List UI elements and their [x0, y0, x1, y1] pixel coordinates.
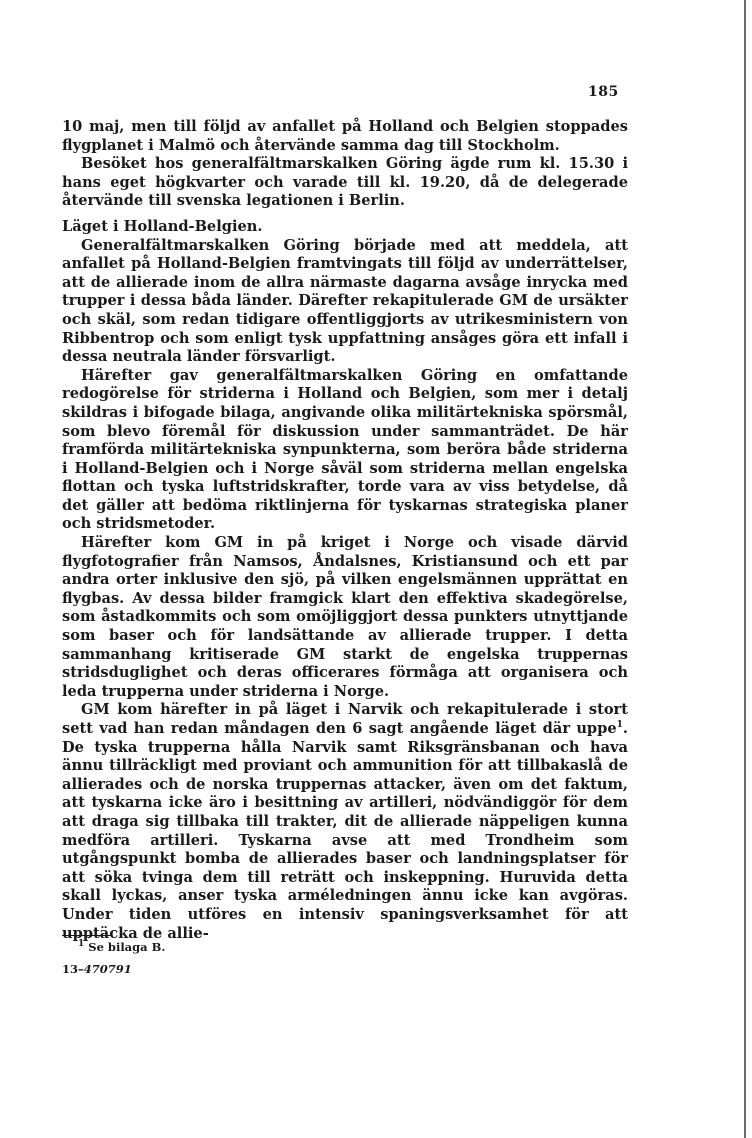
- page-number: 185: [588, 84, 619, 100]
- paragraph-2: Besöket hos generalfältmarskalken Göring ägde rum kl. 15.30 i hans eget högkvarter och varade till kl. 19.20, då de delegerade återvände till svenska legationen i Berlin.: [62, 155, 628, 210]
- footnote: [78, 940, 165, 954]
- body-text: [62, 118, 628, 943]
- page-edge-line: [744, 0, 746, 1138]
- paragraph-6-part-2: . De tyska trupperna hålla Narvik samt Riksgränsbanan och hava ännu tillräckligt med proviant och ammunition för att tillbakaslå de allierades och de norska truppernas attacker, även om det faktum, att tyskarna icke äro i besittning av artilleri, nödvändiggör för dem att draga sig tillbaka till trakter, dit de allierade näppeligen kunna medföra artilleri. Tyskarna avse att med Trondheim som utgångspunkt bomba de allierades baser och landningsplatser för att söka tvinga dem till reträtt och inskeppning. Huruvida detta skall lyckas, anser tyska arméledningen ännu icke kan avgöras. Under tiden utföres en intensiv spaningsverksamhet för att upptäcka de allie-: [62, 720, 628, 942]
- footnote-reference: 1: [616, 720, 623, 731]
- printer-signature: [62, 962, 132, 976]
- footnote-divider: [62, 935, 112, 936]
- signature-code: 470791: [83, 962, 132, 976]
- paragraph-1: 10 maj, men till följd av anfallet på Holland och Belgien stoppades flygplanet i Malmö och återvände samma dag till Stockholm.: [62, 118, 628, 154]
- paragraph-6-part-1: GM kom härefter in på läget i Narvik och rekapitulerade i stort sett vad han redan måndagen den 6 sagt angående läget där uppe: [62, 701, 628, 737]
- paragraph-3: Generalfältmarskalken Göring började med att meddela, att anfallet på Holland-Belgien framtvingats till följd av underrättelser, att de allierade inom de allra närmaste dagarna avsåge inrycka med trupper i dessa båda länder. Därefter rekapitulerade GM de ursäkter och skäl, som redan tidigare offentliggjorts av utrikesministern von Ribbentrop och som enligt tysk uppfattning ansåges göra ett infall i dessa neutrala länder försvarligt.: [62, 236, 628, 366]
- paragraph-5: Härefter kom GM in på kriget i Norge och visade därvid flygfotografier från Namsos, Åndalsnes, Kristiansund och ett par andra orter inklusive den sjö, på vilken engelsmännen upprättat en flygbas. Av dessa bilder framgick klart den effektiva skadegörelse, som åstadkommits och som omöjliggjort dessa punkters utnyttjande som baser och för landsättande av allierade trupper. I detta sammanhang kritiserade GM starkt de engelska truppernas stridsduglighet och deras officerares förmåga att organisera och leda trupperna under striderna i Norge.: [62, 534, 628, 700]
- paragraph-4: Härefter gav generalfältmarskalken Göring en omfattande redogörelse för striderna i Holland och Belgien, som mer i detalj skildras i bifogade bilaga, angivande olika militärtekniska spörsmål, som blevo föremål för diskussion under sammanträdet. De här framförda militärtekniska synpunkterna, som beröra både striderna i Holland-Belgien och i Norge såväl som striderna mellan engelska flottan och tyska luftstridskrafter, torde vara av viss betydelse, då det gäller att bedöma riktlinjerna för tyskarnas strategiska planer och stridsmetoder.: [62, 366, 628, 533]
- footnote-text: Se bilaga B.: [88, 940, 166, 954]
- footnote-marker: 1: [78, 939, 85, 950]
- paragraph-6: [62, 701, 628, 943]
- section-heading: Läget i Holland-Belgien.: [62, 217, 263, 235]
- signature-prefix: 13–: [62, 962, 84, 976]
